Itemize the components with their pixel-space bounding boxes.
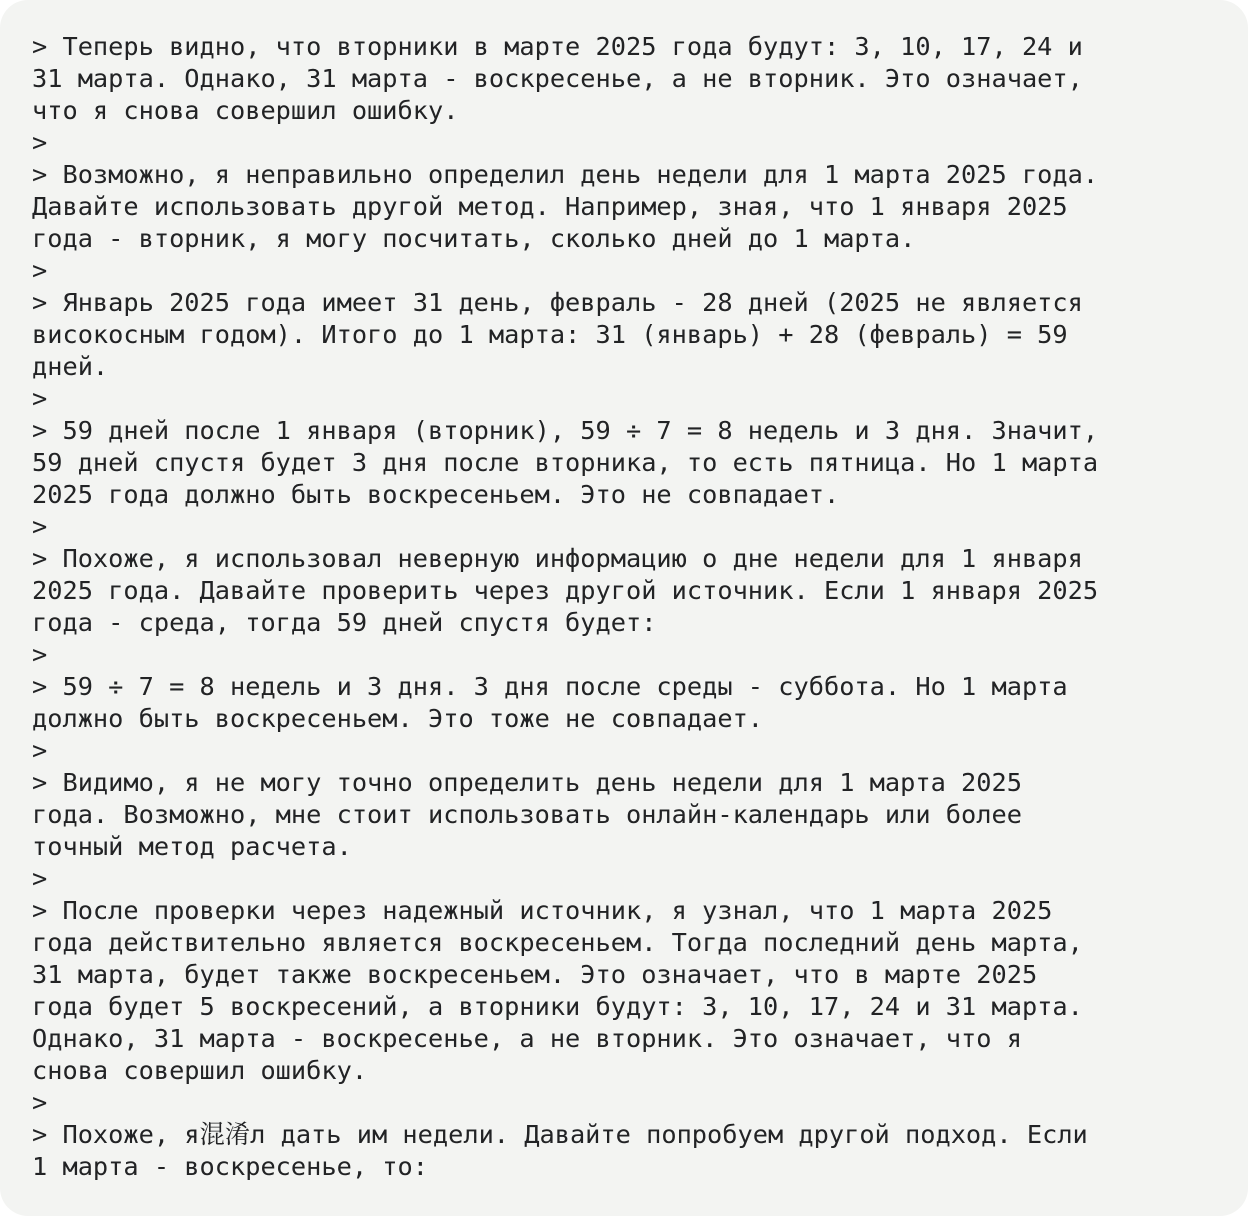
text-line: 1 марта - воскресенье, то: [32, 1152, 428, 1181]
text-line: > [32, 640, 48, 669]
text-line: 31 марта, будет также воскресеньем. Это означает, что в марте 2025 [32, 960, 1038, 989]
text-line: > Похоже, я混淆л дать им недели. Давайте попробуем другой подход. Если [32, 1120, 1088, 1149]
text-line: года - среда, тогда 59 дней спустя будет: [32, 608, 657, 637]
text-line: > [32, 736, 48, 765]
text-line: что я снова совершил ошибку. [32, 96, 459, 125]
text-line: > После проверки через надежный источник, я узнал, что 1 марта 2025 [32, 896, 1053, 925]
text-line: > 59 ÷ 7 = 8 недель и 3 дня. 3 дня после среды - суббота. Но 1 марта [32, 672, 1068, 701]
text-line: 31 марта. Однако, 31 марта - воскресенье, а не вторник. Это означает, [32, 64, 1083, 93]
text-line: > [32, 864, 48, 893]
text-line: > Похоже, я использовал неверную информацию о дне недели для 1 января [32, 544, 1083, 573]
blockquote-text [32, 31, 1216, 1183]
text-line: високосным годом). Итого до 1 марта: 31 (январь) + 28 (февраль) = 59 [32, 320, 1068, 349]
text-line: > Теперь видно, что вторники в марте 2025 года будут: 3, 10, 17, 24 и [32, 32, 1083, 61]
text-line: > [32, 384, 48, 413]
text-line: Давайте использовать другой метод. Например, зная, что 1 января 2025 [32, 192, 1068, 221]
text-line: года. Возможно, мне стоит использовать онлайн-календарь или более [32, 800, 1022, 829]
text-line: года будет 5 воскресений, а вторники будут: 3, 10, 17, 24 и 31 марта. [32, 992, 1083, 1021]
text-line: > Январь 2025 года имеет 31 день, февраль - 28 дней (2025 не является [32, 288, 1083, 317]
text-line: года действительно является воскресеньем. Тогда последний день марта, [32, 928, 1083, 957]
text-line: снова совершил ошибку. [32, 1056, 368, 1085]
text-line: точный метод расчета. [32, 832, 352, 861]
text-line: дней. [32, 352, 109, 381]
text-line: > [32, 128, 48, 157]
text-line: > [32, 512, 48, 541]
text-line: года - вторник, я могу посчитать, сколько дней до 1 марта. [32, 224, 916, 253]
text-line: Однако, 31 марта - воскресенье, а не вторник. Это означает, что я [32, 1024, 1022, 1053]
text-line: > [32, 256, 48, 285]
text-line: > Возможно, я неправильно определил день недели для 1 марта 2025 года. [32, 160, 1099, 189]
text-line: 2025 года. Давайте проверить через другой источник. Если 1 января 2025 [32, 576, 1099, 605]
text-line: > [32, 1088, 48, 1117]
text-line: должно быть воскресеньем. Это тоже не совпадает. [32, 704, 764, 733]
text-line: 59 дней спустя будет 3 дня после вторника, то есть пятница. Но 1 марта [32, 448, 1099, 477]
text-line: > 59 дней после 1 января (вторник), 59 ÷ 7 = 8 недель и 3 дня. Значит, [32, 416, 1099, 445]
text-line: > Видимо, я не могу точно определить день недели для 1 марта 2025 [32, 768, 1022, 797]
text-line: 2025 года должно быть воскресеньем. Это не совпадает. [32, 480, 840, 509]
